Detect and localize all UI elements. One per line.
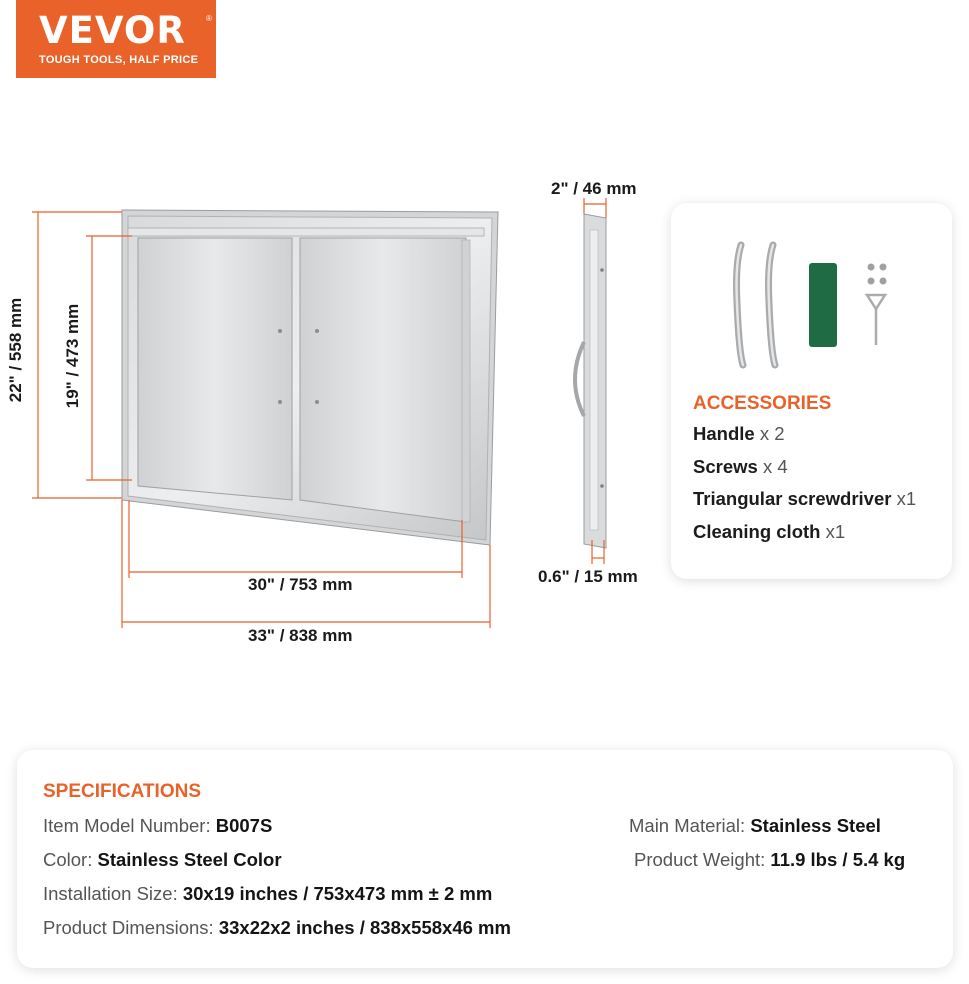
- spec-value: B007S: [215, 815, 273, 836]
- accessory-item: [693, 488, 916, 510]
- accessory-name: Handle: [693, 423, 755, 444]
- handle-icon: [769, 245, 776, 365]
- spec-label: Item Model Number:: [43, 815, 211, 836]
- flange-label: 0.6" / 15 mm: [538, 567, 638, 586]
- specifications-card: [17, 750, 953, 968]
- accessory-name: Screws: [693, 456, 758, 477]
- accessory-qty: x 4: [762, 456, 788, 477]
- brand-tagline: TOUGH TOOLS, HALF PRICE: [39, 54, 199, 66]
- accessory-name: Triangular screwdriver: [693, 488, 892, 509]
- right-door: [300, 238, 470, 522]
- accessories-card: [671, 203, 952, 579]
- accessory-qty: x1: [825, 521, 846, 542]
- spec-value: Stainless Steel: [750, 815, 881, 836]
- depth-label: 2" / 46 mm: [551, 179, 637, 198]
- accessories-title: ACCESSORIES: [693, 393, 832, 414]
- screws-icon: [868, 264, 887, 285]
- outer-height-label: 22" / 558 mm: [6, 297, 26, 403]
- spec-label: Product Weight:: [634, 849, 766, 870]
- accessory-name: Cleaning cloth: [693, 521, 821, 542]
- spec-value: 33x22x2 inches / 838x558x46 mm: [218, 917, 511, 938]
- accessory-qty: x 2: [759, 423, 785, 444]
- outer-width-label: 33" / 838 mm: [248, 626, 353, 645]
- spec-main-material: [629, 815, 881, 837]
- spec-model: [43, 815, 272, 837]
- accessory-item: [693, 423, 785, 445]
- specifications-title: SPECIFICATIONS: [43, 781, 201, 802]
- spec-value: 30x19 inches / 753x473 mm ± 2 mm: [182, 883, 493, 904]
- inner-height-label: 19" / 473 mm: [63, 303, 83, 409]
- accessory-item: [693, 456, 788, 478]
- spec-label: Color:: [43, 849, 93, 870]
- brand-name: VEVOR: [39, 9, 186, 52]
- spec-label: Main Material:: [629, 815, 746, 836]
- accessories-image: [671, 203, 952, 383]
- spec-value: 11.9 lbs / 5.4 kg: [770, 849, 906, 870]
- handle-icon: [737, 245, 744, 365]
- spec-label: Product Dimensions:: [43, 917, 214, 938]
- spec-color: [43, 849, 282, 871]
- side-profile: [575, 214, 606, 548]
- left-door: [138, 238, 292, 500]
- spec-installation-size: [43, 883, 492, 905]
- spec-label: Installation Size:: [43, 883, 178, 904]
- spec-product-weight: [634, 849, 905, 871]
- spec-product-dimensions: [43, 917, 511, 939]
- registered-mark: ®: [206, 14, 212, 23]
- screwdriver-icon: [867, 295, 885, 345]
- spec-value: Stainless Steel Color: [97, 849, 282, 870]
- accessory-qty: x1: [896, 488, 917, 509]
- accessory-item: [693, 521, 845, 543]
- cleaning-cloth-icon: [809, 263, 837, 347]
- inner-width-label: 30" / 753 mm: [248, 575, 353, 594]
